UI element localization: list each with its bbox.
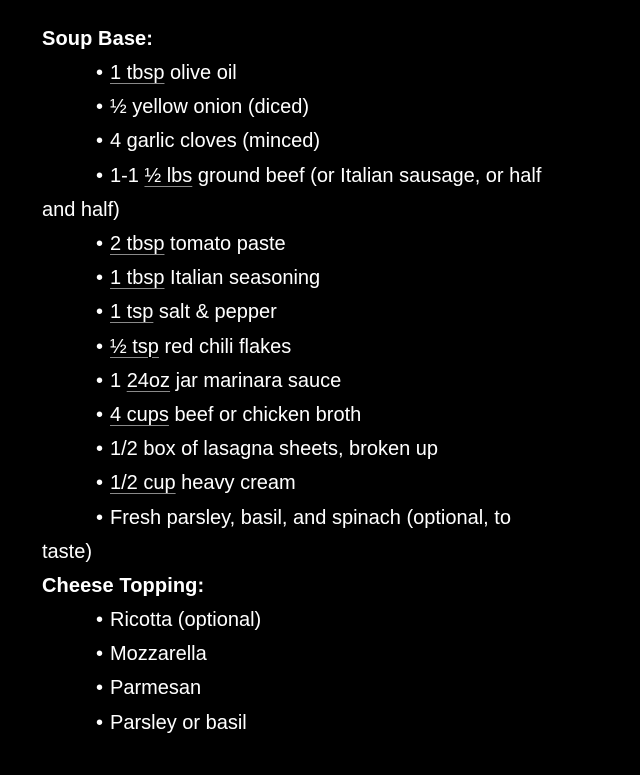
list-item [96, 330, 602, 364]
list-item [96, 706, 602, 740]
quantity-link: 1 tbsp [110, 62, 165, 84]
list-item [96, 227, 602, 261]
list-item [96, 295, 602, 329]
list-item [42, 501, 602, 535]
item-text: Fresh parsley, basil, and spinach (optional, to [110, 506, 511, 529]
quantity-link: 1/2 cup [110, 472, 176, 495]
quantity-link: 4 cups [110, 404, 169, 427]
list-item-continuation [42, 193, 602, 227]
bullet-glyph: • [96, 164, 104, 187]
item-text: Parmesan [110, 677, 202, 700]
item-text: taste) [42, 540, 93, 563]
bullet-glyph: • [96, 609, 104, 632]
item-text: Mozzarella [110, 643, 207, 666]
ingredient-list-soup-base [42, 56, 602, 569]
item-text: 1/2 box of lasagna sheets, broken up [110, 438, 439, 461]
list-item [96, 56, 602, 90]
list-item [96, 124, 602, 158]
item-text: ground beef (or Italian sausage, or half [192, 164, 542, 187]
quantity-link: 2 tbsp [110, 233, 165, 256]
recipe-note [42, 22, 602, 740]
item-text: 1-1 [110, 164, 145, 187]
bullet-glyph: • [96, 506, 104, 529]
bullet-glyph: • [96, 711, 104, 734]
quantity-link: 1 tsp [110, 301, 154, 324]
list-item [42, 159, 602, 193]
bullet-glyph: • [96, 335, 104, 358]
item-text: jar marinara sauce [170, 369, 342, 392]
item-text: Parsley or basil [110, 711, 247, 734]
quantity-link: 24oz [126, 369, 171, 392]
list-item [96, 398, 602, 432]
list-item [96, 637, 602, 671]
item-text: 1 [110, 369, 127, 392]
item-text: tomato paste [164, 233, 286, 256]
quantity-link: 1 tbsp [110, 267, 165, 290]
bullet-glyph: • [96, 96, 104, 119]
bullet-glyph: • [96, 438, 104, 461]
bullet-glyph: • [96, 472, 104, 495]
item-text: red chili flakes [158, 335, 292, 358]
item-text: salt & pepper [153, 301, 277, 324]
item-text: beef or chicken broth [168, 404, 362, 427]
item-text: 4 garlic cloves (minced) [110, 130, 321, 153]
bullet-glyph: • [96, 233, 104, 256]
list-item [96, 364, 602, 398]
item-text: Italian seasoning [164, 267, 321, 290]
bullet-glyph: • [96, 267, 104, 290]
item-text: ½ yellow onion (diced) [110, 96, 309, 119]
list-item [96, 261, 602, 295]
item-text: heavy cream [175, 472, 296, 495]
item-text: and half) [42, 198, 120, 221]
bullet-glyph: • [96, 130, 104, 153]
quantity-link: ½ tsp [110, 335, 159, 358]
ingredient-list-cheese-topping [42, 603, 602, 740]
bullet-glyph: • [96, 62, 104, 84]
bullet-glyph: • [96, 369, 104, 392]
list-item [96, 603, 602, 637]
list-item [96, 90, 602, 124]
bullet-glyph: • [96, 301, 104, 324]
bullet-glyph: • [96, 643, 104, 666]
item-text: Ricotta (optional) [110, 609, 262, 632]
item-text: olive oil [164, 62, 237, 84]
list-item [96, 671, 602, 705]
quantity-link: ½ lbs [144, 164, 193, 187]
section-heading-soup-base: Soup Base: [42, 28, 154, 50]
list-item [96, 466, 602, 500]
bullet-glyph: • [96, 677, 104, 700]
list-item [96, 432, 602, 466]
bullet-glyph: • [96, 404, 104, 427]
list-item-continuation [42, 535, 602, 569]
section-heading-cheese-topping: Cheese Topping: [42, 575, 205, 598]
